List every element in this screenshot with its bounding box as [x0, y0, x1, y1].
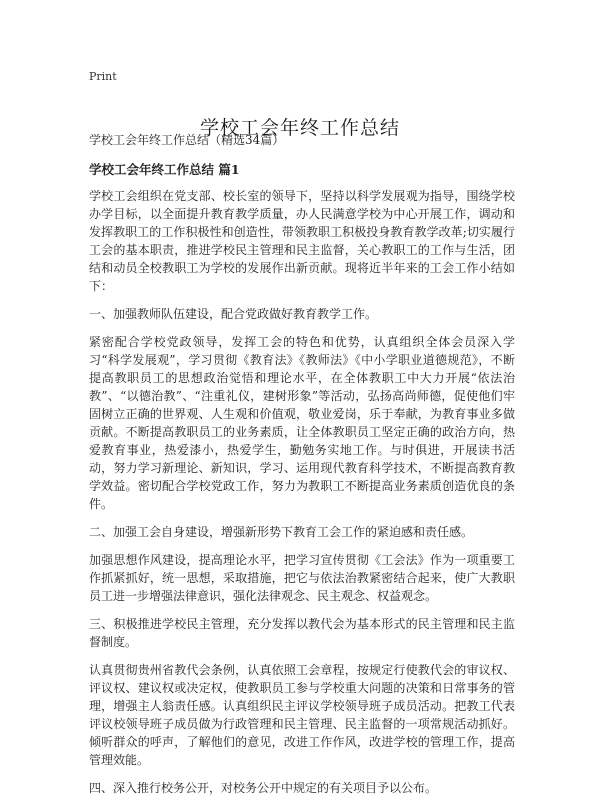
- document-subtitle: 学校工会年终工作总结（精选34篇）: [89, 133, 285, 147]
- section-one-paragraph: 紧密配合学校党政领导，发挥工会的特色和优势，认真组织全体会员深入学习“科学发展观”，学习贯彻《教育法》《教师法》《中小学职业道德规范》，不断提高教职员工的思想政治觉悟和理论水平，在全体教职工中大力开展“依法治教”、“以德治教”、“注重礼仪，建树形象”等活动，弘扬高尚师德，促使他们牢固树立正确的世界观、人生观和价值观，敬业爱岗，乐于奉献，为教育事业多做贡献。不断提高教职员工的业务素质，让全体教职员工坚定正确的政治方向，热爱教育事业，热爱漆小，热爱学生，勤勉务实地工作。与时俱进，开展读书活动，努力学习新理论、新知识，学习、运用现代教育科学技术，不断提高教育教学效益。密切配合学校党政工作，努力为教职工不断提高业务素质创造优良的条件。: [89, 335, 515, 511]
- section-two-heading: 二、加强工会自身建设，增强新形势下教育工会工作的紧迫感和责任感。: [89, 525, 474, 539]
- section-three-paragraph: 认真贯彻贵州省教代会条例，认真依照工会章程，按规定行使教代会的审议权、评议权、建议权或决定权，使教职员工参与学校重大问题的决策和日常事务的管理，增强主人翁责任感。认真组织民主评议学校领导班子成员活动。把教工代表评议校领导班子成员做为行政管理和民主管理、民主监督的一项常规活动抓好。倾听群众的呼声，了解他们的意见，改进工作作风，改进学校的管理工作，提高管理效能。: [89, 663, 515, 767]
- section-one-heading: 一、加强教师队伍建设，配合党政做好教育教学工作。: [89, 307, 378, 321]
- section-three-heading: 三、积极推进学校民主管理，充分发挥以教代会为基本形式的民主管理和民主监督制度。: [89, 617, 515, 649]
- page-title: 学校工会年终工作总结: [199, 116, 400, 139]
- document-body: [89, 132, 515, 807]
- section-two-paragraph: 加强思想作风建设，提高理论水平，把学习宣传贯彻《工会法》作为一项重要工作抓紧抓好，统一思想，采取措施，把它与依法治教紧密结合起来，使广大教职员工进一步增强法律意识，强化法律观念、民主观念、权益观念。: [89, 553, 515, 603]
- intro-paragraph: 学校工会组织在党支部、校长室的领导下，坚持以科学发展观为指导，围绕学校办学目标，以全面提升教育教学质量，办人民满意学校为中心开展工作，调动和发挥教职工的工作积极性和创造性，带领教职工积极投身教育教学改革;切实履行工会的基本职责，推进学校民主管理和民主监督，关心教职工的工作与生活，团结和动员全校教职工为学校的发展作出新贡献。现将近半年来的工会工作小结如下：: [89, 189, 515, 293]
- section-four-heading: 四、深入推行校务公开，对校务公开中规定的有关项目予以公布。: [89, 781, 438, 795]
- section-heading: 学校工会年终工作总结 篇1: [89, 162, 240, 177]
- print-link[interactable]: Print: [89, 70, 117, 83]
